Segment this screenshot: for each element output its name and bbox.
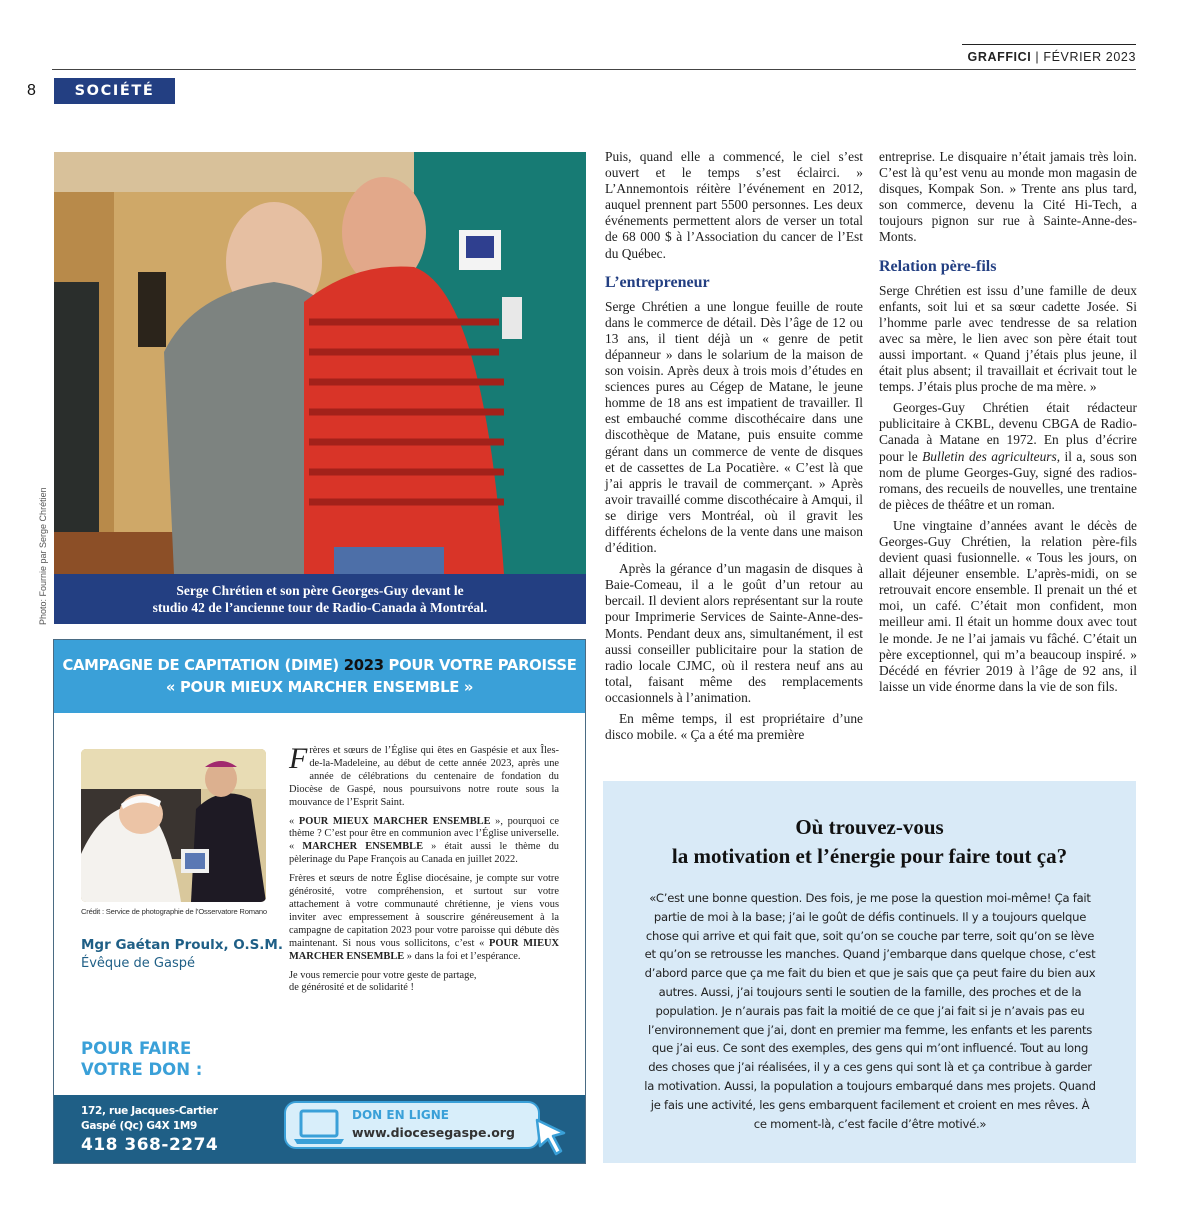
donate-online-label: DON EN LIGNE bbox=[352, 1108, 450, 1122]
campaign-year: 2023 bbox=[343, 657, 384, 674]
text-run: Frères et sœurs de notre Église diocésaine, je compte sur votre générosité, votre compréhension, et surtout sur votre attachement à votre communauté chrétienne, je viens vous inviter avec empressement à souscrire généreusement à la campagne de capitation 2023 pour votre paroisse qui débute dès maintenant. Si nous vous sollicitons, c’est « bbox=[289, 873, 559, 949]
campaign-title bbox=[54, 640, 585, 713]
quote-question bbox=[603, 813, 1136, 871]
bishop-title: Évêque de Gaspé bbox=[81, 956, 195, 971]
paragraph: entreprise. Le disquaire n’était jamais très loin. C’est là qu’est venu au monde mon magasin de disques, Kompak Son. » Trente ans plus tard, son commerce, devenu la Cité Hi-Tech, a toujours pignon sur rue à Sainte-Anne-des-Monts. bbox=[879, 149, 1137, 245]
bishop-name: Mgr Gaétan Proulx, O.S.M. bbox=[81, 937, 283, 953]
text-run: , il a, sous son nom de plume Georges-Guy, signé des radios-romans, des recueils de nouvelles, une trentaine de pièces de théâtre et un roman. bbox=[879, 448, 1138, 512]
phone-number[interactable]: 418 368-2274 bbox=[81, 1135, 219, 1155]
bishop-letter bbox=[289, 742, 560, 1001]
paragraph: Serge Chrétien est issu d’une famille de deux enfants, soit lui et sa sœur cadette Josée. Si l’homme parle avec tendresse de sa relation avec sa mère, le lien avec son père était tout aussi important. « Quand j’étais plus jeune, il était plus absent; il travaillait et écrivait tout le temps. J’étais plus proche de ma mère. » bbox=[879, 282, 1137, 395]
donate-heading-line-2: VOTRE DON : bbox=[81, 1060, 203, 1079]
text-run: POUR VOTRE PAROISSE bbox=[383, 657, 577, 674]
masthead-rule bbox=[962, 44, 1136, 45]
header-rule bbox=[52, 69, 1136, 70]
letter-paragraph bbox=[289, 742, 559, 810]
donate-online-button[interactable] bbox=[284, 1101, 540, 1149]
quote-question-line-1: Où trouvez-vous bbox=[795, 815, 944, 839]
text-run: » était aussi le thème du pèlerinage du Pape François au Canada en juillet 2022. bbox=[289, 841, 559, 866]
laptop-icon bbox=[292, 1108, 346, 1146]
paragraph bbox=[879, 400, 1137, 513]
publication-name: GRAFFICI bbox=[967, 50, 1032, 64]
text-run: » dans la foi et l’espérance. bbox=[404, 950, 521, 962]
text-run: Je vous remercie pour votre geste de partage, bbox=[289, 969, 477, 981]
text-run: rères et sœurs de l’Église qui êtes en Gaspésie et aux Îles-de-la-Madeleine, au début de cette année 2023, après une année de célébrations du centenaire de fondation du Diocèse de Gaspé, nous poursuivons notre route sous la mouvance de l’Esprit Saint. bbox=[289, 745, 559, 808]
text-run: », pourquoi ce thème ? C’est pour être en communion avec l’Église universelle. « bbox=[289, 815, 559, 853]
masthead bbox=[968, 50, 1137, 64]
bishop-photo-credit: Crédit : Service de photographie de l’Osservatore Romano bbox=[81, 907, 267, 916]
letter-paragraph bbox=[289, 816, 559, 868]
theme-text: MARCHER ENSEMBLE bbox=[302, 841, 424, 853]
photo-pope-and-bishop bbox=[81, 749, 266, 902]
quote-answer: «C’est une bonne question. Des fois, je me pose la question moi-même! Ça fait partie de moi à la base; j’ai le goût de défis continuels. Il y a toujours quelque chose qui arrive et qui fait que, soit qu’on se couche par terre, soit qu’on se lève et qu’on se retrousse les manches. Quand j’embarque dans quelque chose, c’est d’abord parce que ça me fait du bien et que je sais que ça peut faire du bien aux autres. Aussi, j’ai toujours senti le soutien de la famille, des proches et de la population. Je n’aurais pas fait la moitié de ce que j’ai fait si je n’avais pas eu l’environnement que j’ai, dont en premier ma femme, les enfants et les parents que j’ai eus. Ce sont des exemples, des gens qui m’ont influencé. Tout au long des choses que j’ai réalisées, il y a ces gens qui sont là et ça contribue à garder la motivation. Aussi, la population a toujours embarqué dans mes projets. Quand je fais une activité, les gens embarquent facilement et croient en mes rêves. À ce moment-là, c’est facile d’être motivé.» bbox=[644, 891, 1096, 1131]
address-line-2: Gaspé (Qc) G4X 1M9 bbox=[81, 1120, 197, 1132]
donate-heading bbox=[81, 1038, 202, 1080]
quote-question-line-2: la motivation et l’énergie pour faire tout ça? bbox=[671, 844, 1068, 868]
letter-paragraph bbox=[289, 873, 559, 963]
paragraph: Puis, quand elle a commencé, le ciel s’est ouvert et le temps s’est éclairci. » L’Annemontois réitère l’événement en 2012, auquel prennent part 5500 personnes. Les deux événements permettent alors de verser un total de 68 000 $ à l’Association du cancer de l’Est du Québec. bbox=[605, 149, 863, 261]
photo-credit: Photo: Fournie par Serge Chrétien bbox=[38, 487, 48, 625]
donate-online-url[interactable]: www.diocesegaspe.org bbox=[352, 1125, 515, 1140]
paragraph: En même temps, il est propriétaire d’une disco mobile. « Ça a été ma première bbox=[605, 711, 863, 743]
campaign-footer bbox=[54, 1095, 585, 1163]
campaign-title-line-1 bbox=[54, 655, 585, 677]
photo-father-and-son bbox=[54, 152, 586, 574]
page-number: 8 bbox=[27, 82, 36, 99]
paragraph: Serge Chrétien a une longue feuille de route dans le commerce de détail. Dès l’âge de 12 ou 13 ans, il tient déjà un « genre de petit dépanneur » dans le solarium de la maison de son voisin. Après deux à trois mois d’études en sciences pures au Cégep de Matane, le jeune homme de 18 ans est impatient de travailler. Il est embauché comme discothécaire dans une discothèque de Matane, puis ensuite comme gérant dans un commerce de vente de disques et de cassettes de La Pocatière. « C’est là que j’ai appris le travail de commerçant. » Après avoir travaillé comme discothécaire à Amqui, il se dirige vers Montréal, où il gravit les différents échelons de la vente dans une maison d’édition. bbox=[605, 298, 863, 556]
paragraph: Après la gérance d’un magasin de disques à Baie-Comeau, il a le goût d’un retour au bercail. Il devient alors représentant sur la route pour Imprimerie Services de Sainte-Anne-des-Monts. Pendant deux ans, simultanément, il est aussi conseiller publicitaire pour la station de radio locale CJMC, où il restera neuf ans au total, faisant même des remplacements occasionnels à l’animation. bbox=[605, 561, 863, 705]
article-column-2 bbox=[879, 149, 1137, 700]
main-photo bbox=[54, 152, 586, 574]
masthead-separator: | bbox=[1035, 50, 1040, 64]
text-run: Georges-Guy Chrétien était rédacteur publicitaire à CKBL, devenu CBGA de Radio-Canada à Matane en 1972. En plus d’écrire pour le bbox=[879, 400, 1137, 464]
subheading-relation: Relation père-fils bbox=[879, 257, 997, 275]
text-run: CAMPAGNE DE CAPITATION (DIME) bbox=[62, 657, 344, 674]
theme-text: POUR MIEUX MARCHER ENSEMBLE bbox=[289, 937, 560, 962]
address-line-1: 172, rue Jacques-Cartier bbox=[81, 1105, 218, 1117]
main-photo-caption bbox=[54, 574, 586, 624]
publication-title: Bulletin des agriculteurs bbox=[922, 448, 1057, 464]
mouse-cursor-icon bbox=[534, 1117, 568, 1157]
letter-closing bbox=[289, 970, 559, 996]
caption-line-2: studio 42 de l’ancienne tour de Radio-Canada à Montréal. bbox=[152, 600, 488, 615]
section-tag: SOCIÉTÉ bbox=[54, 78, 175, 104]
paragraph: Une vingtaine d’années avant le décès de Georges-Guy Chrétien, la relation père-fils devient quasi fusionnelle. « Tous les jours, on allait déjeuner ensemble. L’après-midi, on se retrouvait encore ensemble. Il prenait un thé et moi, un café. C’était mon confident, mon meilleur ami. Il était un homme doux avec tout le monde. Je ne l’ai jamais vu fâché. C’était un père exceptionnel, qui m’a beaucoup inspiré. » Décédé en février 2019 à l’âge de 92 ans, il laisse un vide énorme dans la vie de son fils. bbox=[879, 517, 1137, 694]
bishop-photo bbox=[81, 749, 266, 902]
text-run: « bbox=[289, 815, 299, 827]
campaign-ad bbox=[53, 639, 586, 1164]
dropcap: F bbox=[289, 742, 308, 775]
issue-date: FÉVRIER 2023 bbox=[1043, 50, 1136, 64]
text-run: de générosité et de solidarité ! bbox=[289, 982, 414, 994]
subheading-entrepreneur: L’entrepreneur bbox=[605, 273, 710, 291]
donate-heading-line-1: POUR FAIRE bbox=[81, 1039, 192, 1058]
quote-box bbox=[603, 781, 1136, 1163]
campaign-title-line-2: « POUR MIEUX MARCHER ENSEMBLE » bbox=[165, 679, 474, 696]
theme-text: POUR MIEUX MARCHER ENSEMBLE bbox=[298, 815, 491, 827]
caption-line-1: Serge Chrétien et son père Georges-Guy devant le bbox=[176, 583, 464, 598]
article-column-1 bbox=[605, 149, 863, 748]
